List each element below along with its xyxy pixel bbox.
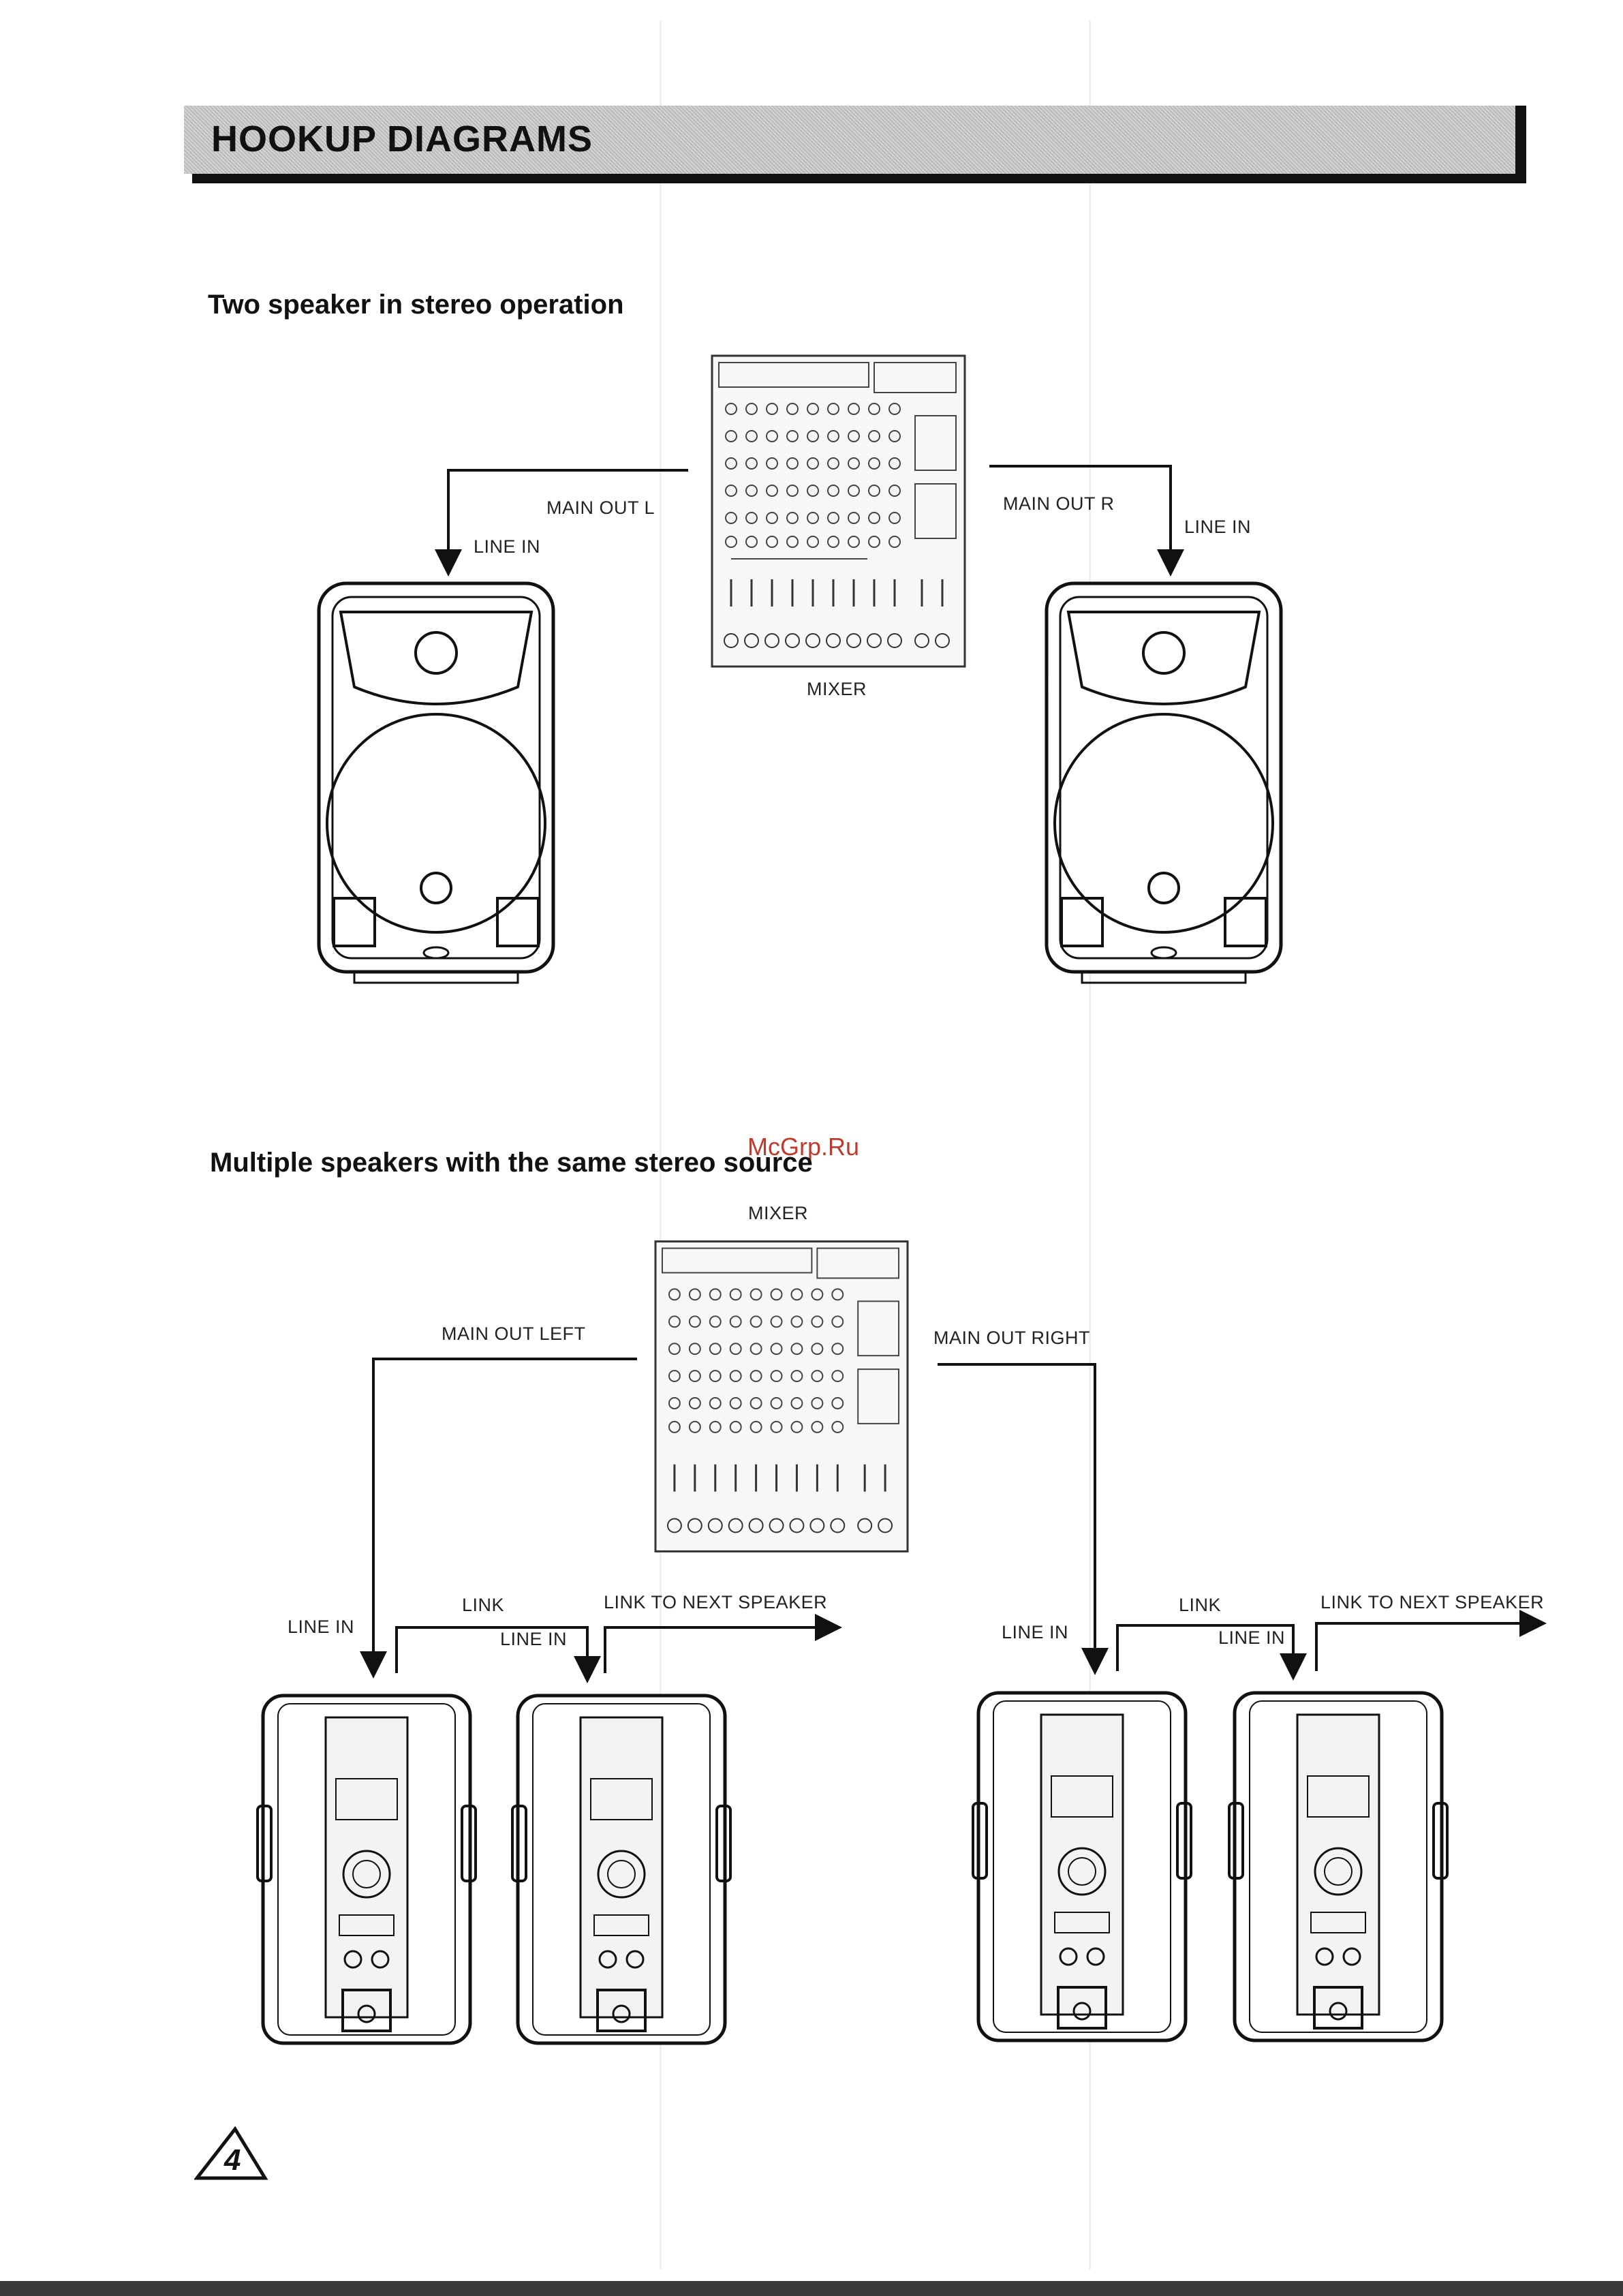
page-bottom-edge bbox=[0, 2281, 1623, 2296]
page-number: 4 bbox=[224, 2143, 241, 2177]
label-main-out-right: MAIN OUT RIGHT bbox=[933, 1328, 1091, 1348]
speaker-rear-2 bbox=[512, 1690, 730, 2058]
section-title-multiple: Multiple speakers with the same stereo source bbox=[210, 1148, 813, 1178]
page-number-badge bbox=[194, 2126, 269, 2181]
speaker-rear-4 bbox=[1229, 1687, 1447, 2055]
speaker-rear-3 bbox=[973, 1687, 1191, 2055]
label-line-in-group-right-2: LINE IN bbox=[1218, 1627, 1286, 1648]
label-line-in-group-right-1: LINE IN bbox=[1002, 1622, 1069, 1642]
section-title-stereo: Two speaker in stereo operation bbox=[208, 290, 624, 320]
label-link-group-left: LINK bbox=[462, 1595, 505, 1615]
page-title: HOOKUP DIAGRAMS bbox=[211, 119, 593, 159]
label-main-out-r: MAIN OUT R bbox=[1003, 493, 1115, 514]
cable-main-out-r bbox=[989, 466, 1171, 571]
label-mixer-2: MIXER bbox=[748, 1203, 809, 1223]
cable-link-next-right bbox=[1316, 1623, 1541, 1671]
label-main-out-l: MAIN OUT L bbox=[546, 498, 655, 518]
label-line-in-right: LINE IN bbox=[1184, 517, 1252, 537]
label-line-in-group-left-1: LINE IN bbox=[288, 1617, 355, 1637]
label-line-in-left: LINE IN bbox=[474, 536, 541, 557]
watermark: McGrp.Ru bbox=[747, 1133, 860, 1161]
label-link-next-group-right: LINK TO NEXT SPEAKER bbox=[1320, 1592, 1545, 1612]
mixer-illustration-2 bbox=[654, 1239, 909, 1554]
speaker-front-left bbox=[313, 578, 559, 987]
label-mixer: MIXER bbox=[807, 679, 867, 699]
label-link-next-group-left: LINK TO NEXT SPEAKER bbox=[604, 1592, 828, 1612]
speaker-front-right bbox=[1041, 578, 1286, 987]
label-line-in-group-left-2: LINE IN bbox=[500, 1629, 568, 1649]
mixer-illustration bbox=[711, 354, 966, 668]
cable-link-next-left bbox=[605, 1627, 837, 1673]
cable-main-out-left bbox=[373, 1359, 637, 1673]
speaker-rear-1 bbox=[258, 1690, 476, 2058]
label-link-group-right: LINK bbox=[1179, 1595, 1222, 1615]
label-main-out-left: MAIN OUT LEFT bbox=[442, 1323, 586, 1344]
